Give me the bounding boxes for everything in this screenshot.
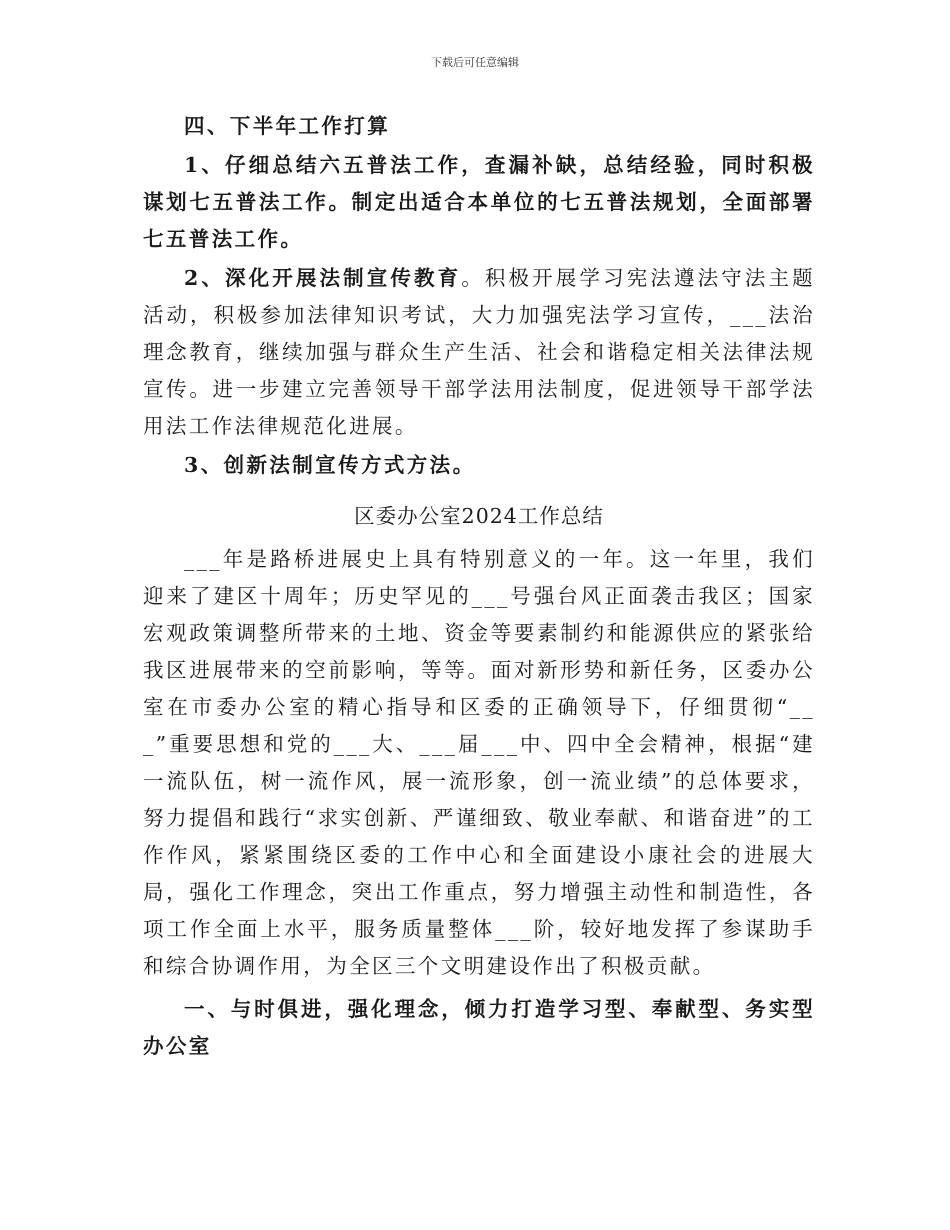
plan-item-1: 1、仔细总结六五普法工作，查漏补缺，总结经验，同时积极谋划七五普法工作。制定出适合本单位的七五普法规划，全面部署七五普法工作。	[143, 153, 815, 251]
plan-item-3: 3、创新法制宣传方式方法。	[184, 453, 476, 477]
plan-item-2-lead: 2、深化开展法制宣传教育	[184, 266, 462, 290]
document-body	[143, 108, 815, 1065]
plan-item-2-body: 。积极开展学习宪法遵法守法主题活动，积极参加法律知识考试，大力加强宪法学习宣传，___法治理念教育，继续加强与群众生产生活、社会和谐稳定相关法律法规宣传。进一步建立完善领导干部学法用法制度，促进领导干部学法用法工作法律规范化进展。	[143, 266, 815, 438]
report-section1-heading: 一、与时俱进，强化理念，倾力打造学习型、奉献型、务实型办公室	[143, 997, 815, 1058]
plan-item-2	[143, 260, 815, 445]
header-note: 下载后可任意编辑	[431, 56, 519, 69]
report-title: 区委办公室2024工作总结	[354, 504, 604, 528]
report-intro: ___年是路桥进展史上具有特别意义的一年。这一年里，我们迎来了建区十周年；历史罕见的___号强台风正面袭击我区；国家宏观政策调整所带来的土地、资金等要素制约和能源供应的紧张给我区进展带来的空前影响，等等。面对新形势和新任务，区委办公室在市委办公室的精心指导和区委的正确领导下，仔细贯彻“___”重要思想和党的___大、___届___中、四中全会精神，根据“建一流队伍，树一流作风，展一流形象，创一流业绩”的总体要求，努力提倡和践行“求实创新、严谨细致、敬业奉献、和谐奋进”的工作作风，紧紧围绕区委的工作中心和全面建设小康社会的进展大局，强化工作理念，突出工作重点，努力增强主动性和制造性，各项工作全面上水平，服务质量整体___阶，较好地发挥了参谋助手和综合协调作用，为全区三个文明建设作出了积极贡献。	[143, 547, 815, 978]
section4-heading: 四、下半年工作打算	[184, 114, 391, 138]
